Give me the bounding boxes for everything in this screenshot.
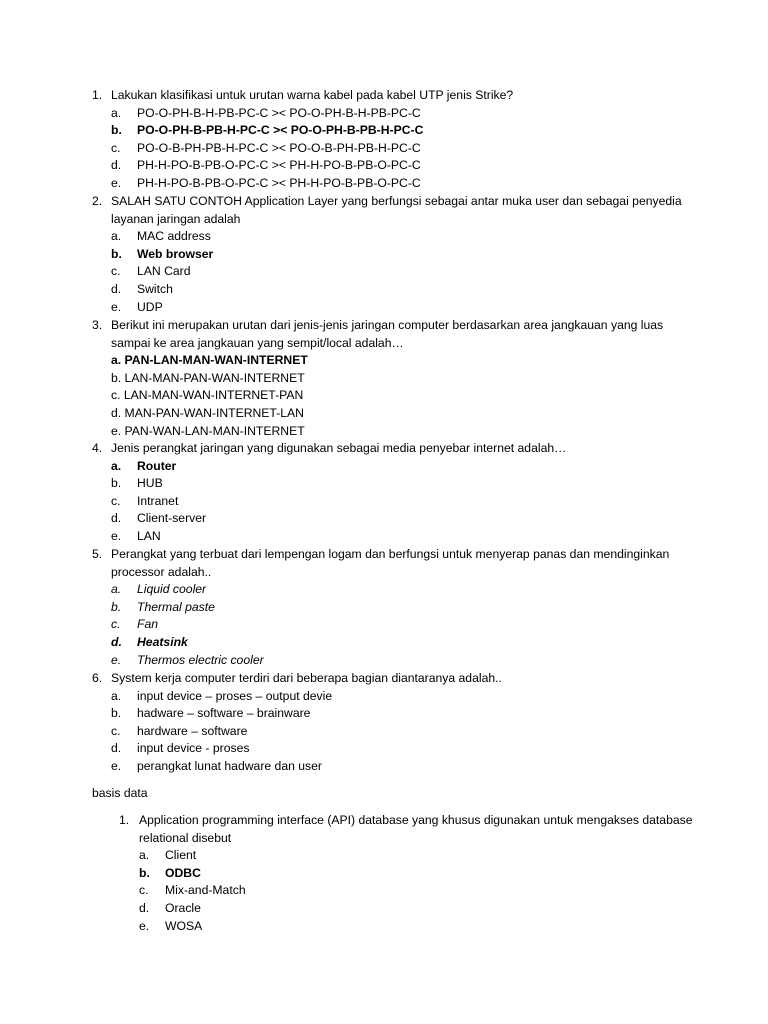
option-text: Thermos electric cooler xyxy=(137,652,264,667)
option-c xyxy=(111,616,692,634)
option-text: Client-server xyxy=(137,511,207,526)
option-letter: d. xyxy=(111,158,122,173)
question-2 xyxy=(92,193,692,316)
option-c xyxy=(111,140,692,158)
option-b xyxy=(111,246,692,264)
option-b xyxy=(139,865,699,883)
question-number: 6. xyxy=(92,671,103,685)
option-letter: a. xyxy=(111,458,122,473)
option-letter: c. xyxy=(111,617,121,632)
option-e xyxy=(111,299,692,317)
option-c xyxy=(111,723,692,741)
option-letter: a. xyxy=(111,582,122,597)
option-a xyxy=(111,105,692,123)
option-a xyxy=(111,688,692,706)
option-text: Oracle xyxy=(165,900,201,915)
option-text: UDP xyxy=(137,299,163,314)
option-letter: a. xyxy=(139,848,150,863)
option-e xyxy=(111,758,692,776)
option-text: Switch xyxy=(137,281,173,296)
option-text: MAC address xyxy=(137,229,211,244)
option-text: Router xyxy=(137,458,177,473)
question-number: 1. xyxy=(119,813,130,827)
question-4 xyxy=(92,440,692,546)
option-b xyxy=(111,705,692,723)
section-title: basis data xyxy=(92,786,148,800)
option-text: WOSA xyxy=(165,918,203,933)
section-question-1 xyxy=(119,812,699,935)
option-e xyxy=(111,175,692,193)
option-c: c. LAN-MAN-WAN-INTERNET-PAN xyxy=(111,388,304,403)
option-text: Heatsink xyxy=(137,634,188,649)
option-d xyxy=(111,740,692,758)
question-text: Berikut ini merupakan urutan dari jenis-jenis jaringan computer berdasarkan area jangkauan yang luas sampai ke area jangkauan yang sempit/local adalah… xyxy=(111,318,664,350)
option-letter: c. xyxy=(111,493,121,508)
option-d xyxy=(139,900,699,918)
option-a xyxy=(111,228,692,246)
option-letter: e. xyxy=(111,758,122,773)
option-b xyxy=(111,599,692,617)
question-number: 4. xyxy=(92,441,103,455)
question-text: Perangkat yang terbuat dari lempengan logam dan berfungsi untuk menyerap panas dan mendinginkan processor adalah.. xyxy=(111,547,670,579)
option-letter: b. xyxy=(111,599,122,614)
option-text: input device - proses xyxy=(137,741,250,756)
option-text: Client xyxy=(165,848,197,863)
option-letter: e. xyxy=(111,652,122,667)
option-e: e. PAN-WAN-LAN-MAN-INTERNET xyxy=(111,423,305,438)
option-a: a. PAN-LAN-MAN-WAN-INTERNET xyxy=(111,353,308,368)
option-text: PO-O-PH-B-PB-H-PC-C >< PO-O-PH-B-PB-H-PC-C xyxy=(137,123,424,138)
option-text: HUB xyxy=(137,476,163,491)
question-number: 2. xyxy=(92,194,103,208)
option-c xyxy=(111,493,692,511)
option-d: d. MAN-PAN-WAN-INTERNET-LAN xyxy=(111,405,304,420)
option-c xyxy=(111,263,692,281)
option-e xyxy=(111,652,692,670)
option-text: Thermal paste xyxy=(137,599,215,614)
option-d xyxy=(111,157,692,175)
question-5 xyxy=(92,546,692,669)
question-1 xyxy=(92,87,692,193)
option-letter: b. xyxy=(111,123,122,138)
option-b xyxy=(111,475,692,493)
option-letter: c. xyxy=(111,723,121,738)
option-e xyxy=(111,528,692,546)
option-text: Liquid cooler xyxy=(137,582,207,597)
option-a xyxy=(111,581,692,599)
option-c xyxy=(139,882,699,900)
option-text: Mix-and-Match xyxy=(165,883,246,898)
option-letter: d. xyxy=(111,281,122,296)
option-e xyxy=(139,918,699,936)
question-text: Application programming interface (API) database yang khusus digunakan untuk mengakses database relational disebut xyxy=(139,813,693,845)
option-text: LAN xyxy=(137,528,161,543)
option-letter: c. xyxy=(139,883,149,898)
option-letter: d. xyxy=(111,511,122,526)
question-text: Jenis perangkat jaringan yang digunakan sebagai media penyebar internet adalah… xyxy=(111,441,567,455)
option-letter: c. xyxy=(111,140,121,155)
question-number: 1. xyxy=(92,88,103,102)
option-letter: b. xyxy=(139,865,150,880)
option-d xyxy=(111,281,692,299)
option-a xyxy=(111,458,692,476)
option-letter: a. xyxy=(111,229,122,244)
question-3 xyxy=(92,317,692,440)
question-number: 3. xyxy=(92,318,103,332)
option-text: LAN Card xyxy=(137,264,191,279)
option-text: Web browser xyxy=(137,246,214,261)
option-text: PO-O-B-PH-PB-H-PC-C >< PO-O-B-PH-PB-H-PC-C xyxy=(137,140,421,155)
question-6 xyxy=(92,670,692,776)
question-text: System kerja computer terdiri dari beberapa bagian diantaranya adalah.. xyxy=(111,671,502,685)
option-letter: a. xyxy=(111,105,122,120)
option-text: hardware – software xyxy=(137,723,248,738)
option-letter: d. xyxy=(139,900,150,915)
option-letter: e. xyxy=(111,528,122,543)
option-text: ODBC xyxy=(165,865,201,880)
option-text: perangkat lunat hadware dan user xyxy=(137,758,322,773)
question-text: SALAH SATU CONTOH Application Layer yang berfungsi sebagai antar muka user dan sebagai penyedia layanan jaringan adalah xyxy=(111,194,682,226)
option-text: PO-O-PH-B-H-PB-PC-C >< PO-O-PH-B-H-PB-PC-C xyxy=(137,105,421,120)
option-text: hadware – software – brainware xyxy=(137,706,311,721)
option-letter: c. xyxy=(111,264,121,279)
question-number: 5. xyxy=(92,547,103,561)
option-a xyxy=(139,847,699,865)
option-d xyxy=(111,634,692,652)
option-text: PH-H-PO-B-PB-O-PC-C >< PH-H-PO-B-PB-O-PC-C xyxy=(137,158,421,173)
option-b: b. LAN-MAN-PAN-WAN-INTERNET xyxy=(111,370,305,385)
option-letter: e. xyxy=(111,299,122,314)
option-letter: d. xyxy=(111,741,122,756)
option-letter: e. xyxy=(111,175,122,190)
option-text: Intranet xyxy=(137,493,179,508)
option-text: Fan xyxy=(137,617,159,632)
question-text: Lakukan klasifikasi untuk urutan warna kabel pada kabel UTP jenis Strike? xyxy=(111,88,514,102)
option-text: PH-H-PO-B-PB-O-PC-C >< PH-H-PO-B-PB-O-PC-C xyxy=(137,175,421,190)
option-letter: d. xyxy=(111,634,122,649)
option-b xyxy=(111,122,692,140)
option-letter: e. xyxy=(139,918,150,933)
option-letter: b. xyxy=(111,476,122,491)
option-letter: b. xyxy=(111,706,122,721)
option-letter: b. xyxy=(111,246,122,261)
option-letter: a. xyxy=(111,688,122,703)
option-d xyxy=(111,510,692,528)
option-text: input device – proses – output devie xyxy=(137,688,333,703)
